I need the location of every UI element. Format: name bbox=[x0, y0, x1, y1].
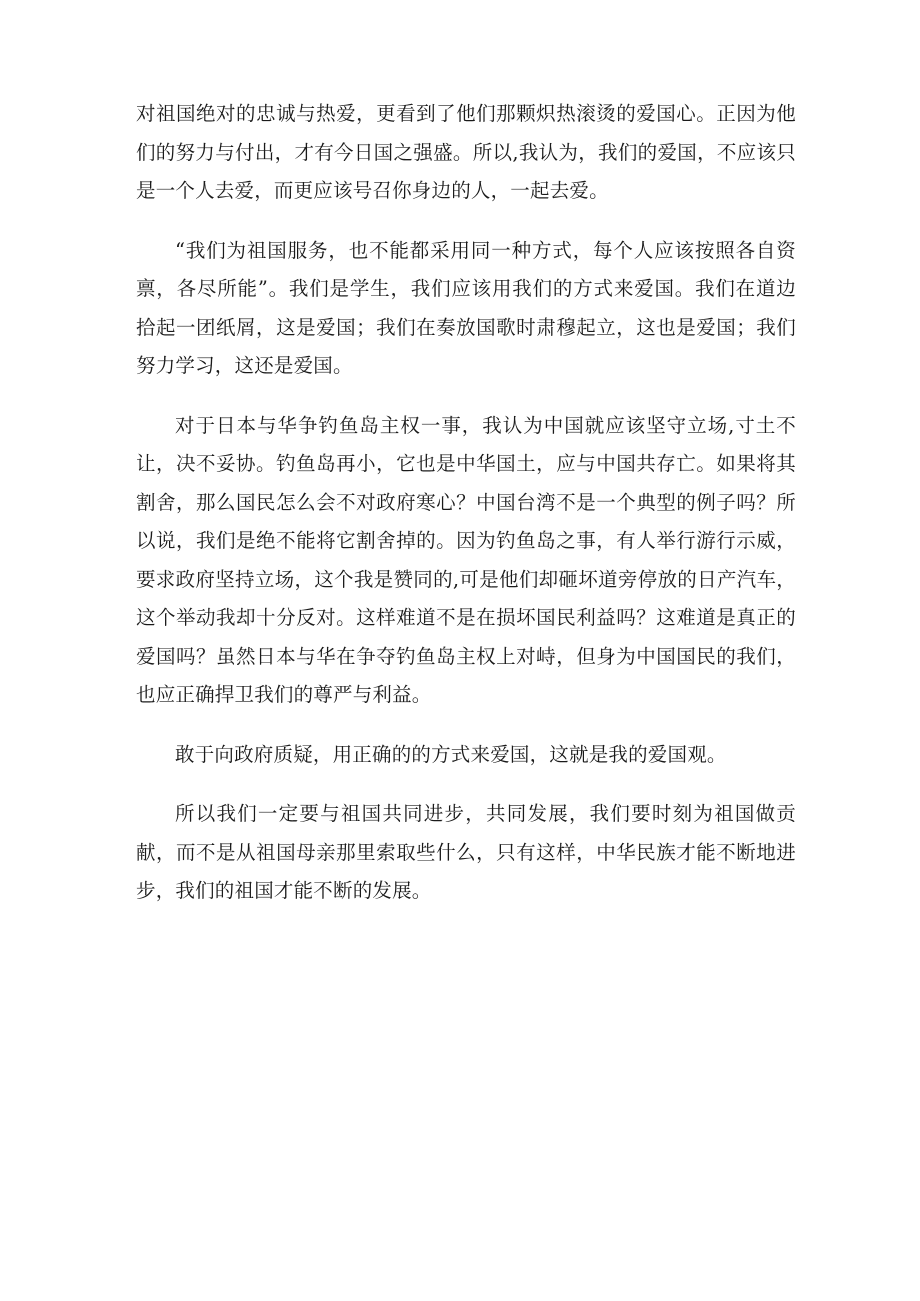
document-body bbox=[136, 95, 796, 932]
paragraph-1: 对祖国绝对的忠诚与热爱，更看到了他们那颗炽热滚烫的爱国心。正因为他们的努力与付出，才有今日国之强盛。所以,我认为，我们的爱国，不应该只是一个人去爱，而更应该号召你身边的人，一起去爱。 bbox=[136, 102, 796, 202]
paragraph-5: 所以我们一定要与祖国共同进步，共同发展，我们要时刻为祖国做贡献，而不是从祖国母亲那里索取些什么，只有这样，中华民族才能不断地进步，我们的祖国才能不断的发展。 bbox=[136, 802, 796, 902]
paragraph-3: 对于日本与华争钓鱼岛主权一事，我认为中国就应该坚守立场,寸土不让，决不妥协。钓鱼岛再小，它也是中华国土，应与中国共存亡。如果将其割舍，那么国民怎么会不对政府寒心？中国台湾不是一个典型的例子吗？所以说，我们是绝不能将它割舍掉的。因为钓鱼岛之事，有人举行游行示威，要求政府坚持立场，这个我是赞同的,可是他们却砸坏道旁停放的日产汽车，这个举动我却十分反对。这样难道不是在损坏国民利益吗？这难道是真正的爱国吗？虽然日本与华在争夺钓鱼岛主权上对峙，但身为中国国民的我们，也应正确捍卫我们的尊严与利益。 bbox=[136, 413, 796, 706]
paragraph-4: 敢于向政府质疑，用正确的的方式来爱国，这就是我的爱国观。 bbox=[175, 742, 727, 766]
paragraph-2: “我们为祖国服务，也不能都采用同一种方式，每个人应该按照各自资禀，各尽所能”。我们是学生，我们应该用我们的方式来爱国。我们在道边拾起一团纸屑，这是爱国；我们在奏放国歌时肃穆起立，这也是爱国；我们努力学习，这还是爱国。 bbox=[136, 238, 796, 377]
